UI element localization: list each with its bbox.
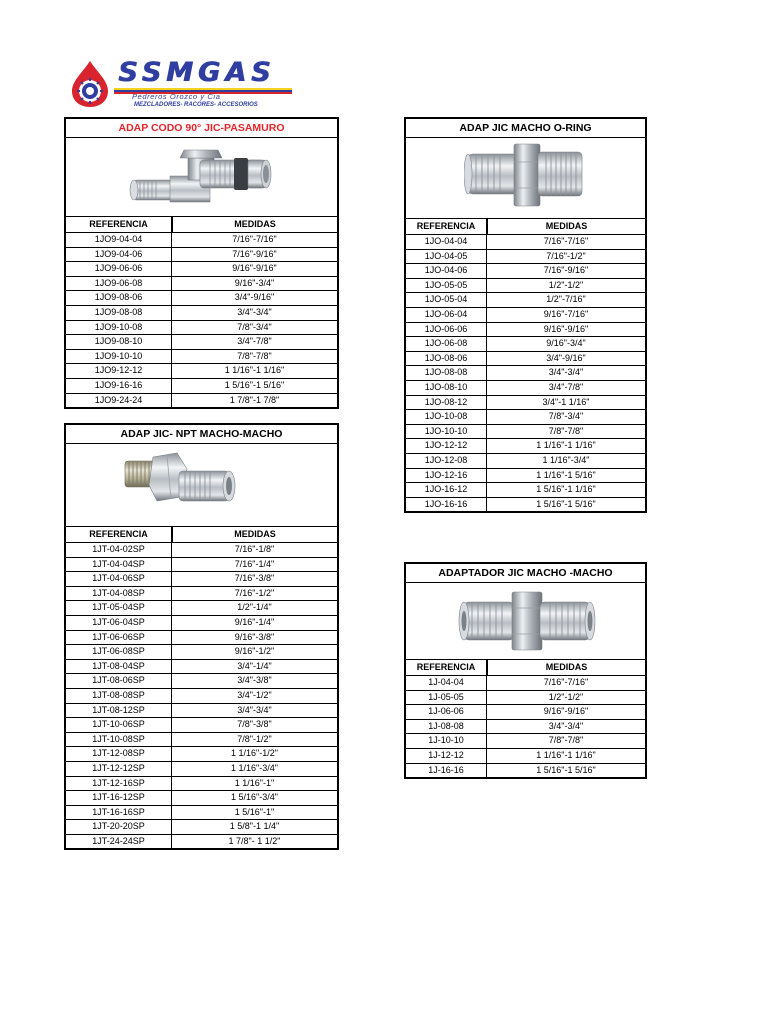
referencia-cell: 1J-16-16 <box>428 764 464 775</box>
referencia-cell: 1JO-05-05 <box>424 279 468 290</box>
medidas-cell: 1/2"-1/2" <box>486 279 645 293</box>
medidas-cell: 3/4"-3/4" <box>486 366 645 380</box>
referencia-cell: 1JT-04-04SP <box>92 558 145 569</box>
medidas-cell: 3/4"-1/4" <box>171 660 337 674</box>
medidas-cell: 1 5/16"-1 5/16" <box>171 379 337 393</box>
table-row <box>406 764 645 780</box>
referencia-cell: 1JT-20-20SP <box>92 821 145 832</box>
table-row <box>66 645 337 660</box>
table-row <box>406 293 645 308</box>
medidas-cell: 1 1/16"-3/4" <box>486 454 645 468</box>
medidas-cell: 3/4"-3/4" <box>171 306 337 320</box>
referencia-cell: 1JO-04-06 <box>424 265 468 276</box>
referencia-cell: 1JT-06-04SP <box>92 616 145 627</box>
referencia-cell: 1JT-16-16SP <box>92 806 145 817</box>
table-row <box>66 379 337 394</box>
referencia-cell: 1JT-04-06SP <box>92 573 145 584</box>
table-row <box>66 791 337 806</box>
referencia-cell: 1JT-12-16SP <box>92 777 145 788</box>
table-row <box>406 439 645 454</box>
medidas-cell: 1/2"-1/4" <box>171 601 337 615</box>
referencia-cell: 1JO9-06-08 <box>94 277 143 288</box>
medidas-cell: 7/16"-1/2" <box>486 250 645 264</box>
table-macho-image <box>406 583 645 660</box>
referencia-cell: 1JO9-16-16 <box>94 379 143 390</box>
medidas-cell: 3/4"-9/16" <box>486 352 645 366</box>
table-codo-image <box>66 138 337 217</box>
table-row <box>66 262 337 277</box>
referencia-cell: 1JT-10-08SP <box>92 733 145 744</box>
col-medidas: MEDIDAS <box>486 660 645 675</box>
referencia-cell: 1JT-24-24SP <box>92 835 145 846</box>
table-row <box>406 264 645 279</box>
medidas-cell: 1 1/16"-3/4" <box>171 762 337 776</box>
referencia-cell: 1JT-08-04SP <box>92 660 145 671</box>
medidas-cell: 7/16"-1/4" <box>171 558 337 572</box>
table-row <box>66 704 337 719</box>
medidas-cell: 7/8"-7/8" <box>486 734 645 748</box>
table-oring <box>404 117 647 513</box>
medidas-cell: 7/8"-7/8" <box>486 425 645 439</box>
table-row <box>66 806 337 821</box>
medidas-cell: 1/2"-1/2" <box>486 691 645 705</box>
table-row <box>66 762 337 777</box>
referencia-cell: 1JO-06-06 <box>424 323 468 334</box>
table-row <box>406 352 645 367</box>
table-row <box>66 394 337 410</box>
table-row <box>66 733 337 748</box>
table-row <box>406 366 645 381</box>
table-npt-image <box>66 444 337 527</box>
table-row <box>66 543 337 558</box>
table-row <box>406 235 645 250</box>
referencia-cell: 1JO-10-10 <box>424 425 468 436</box>
col-referencia: REFERENCIA <box>416 662 476 672</box>
union-fitting-icon <box>458 586 598 656</box>
table-row <box>66 616 337 631</box>
table-row <box>66 631 337 646</box>
table-row <box>406 469 645 484</box>
medidas-cell: 1 5/16"-1 5/16" <box>486 498 645 512</box>
table-row <box>66 321 337 336</box>
referencia-cell: 1J-08-08 <box>428 720 464 731</box>
table-npt <box>64 423 339 850</box>
medidas-cell: 1/2"-7/16" <box>486 293 645 307</box>
table-row <box>66 248 337 263</box>
table-row <box>66 291 337 306</box>
referencia-cell: 1JO9-08-08 <box>94 306 143 317</box>
referencia-cell: 1JO9-06-06 <box>94 263 143 274</box>
referencia-cell: 1J-05-05 <box>428 691 464 702</box>
referencia-cell: 1JO-16-12 <box>424 484 468 495</box>
referencia-cell: 1JO-12-12 <box>424 440 468 451</box>
medidas-cell: 9/16"-3/4" <box>171 277 337 291</box>
brand-subtitle: Pedreros Orozco y Cia <box>132 92 221 101</box>
table-codo-header <box>66 217 337 233</box>
referencia-cell: 1J-10-10 <box>428 735 464 746</box>
referencia-cell: 1JO9-10-10 <box>94 350 143 361</box>
table-row <box>406 425 645 440</box>
medidas-cell: 7/16"-7/16" <box>486 235 645 249</box>
medidas-cell: 7/16"-7/16" <box>486 676 645 690</box>
table-row <box>66 306 337 321</box>
referencia-cell: 1JO-12-08 <box>424 454 468 465</box>
table-oring-title: ADAP JIC MACHO O-RING <box>406 119 645 138</box>
referencia-cell: 1JT-08-06SP <box>92 675 145 686</box>
brand-name: SSMGAS <box>118 57 276 88</box>
table-row <box>66 777 337 792</box>
referencia-cell: 1J-04-04 <box>428 677 464 687</box>
table-row <box>66 364 337 379</box>
col-referencia: REFERENCIA <box>416 221 476 231</box>
table-row <box>406 323 645 338</box>
table-macho <box>404 562 647 779</box>
medidas-cell: 3/4"-9/16" <box>171 291 337 305</box>
referencia-cell: 1JO9-12-12 <box>94 365 143 376</box>
referencia-cell: 1JT-10-06SP <box>92 719 145 730</box>
table-row <box>406 676 645 691</box>
referencia-cell: 1JO-08-08 <box>424 367 468 378</box>
referencia-cell: 1JO9-24-24 <box>94 394 143 405</box>
table-row <box>66 335 337 350</box>
referencia-cell: 1JO-04-05 <box>424 250 468 261</box>
medidas-cell: 3/4"-3/8" <box>171 674 337 688</box>
referencia-cell: 1JT-08-12SP <box>92 704 145 715</box>
medidas-cell: 7/16"-9/16" <box>171 248 337 262</box>
medidas-cell: 7/16"-1/2" <box>171 587 337 601</box>
table-npt-title: ADAP JIC- NPT MACHO-MACHO <box>66 425 337 444</box>
referencia-cell: 1J-12-12 <box>428 749 464 760</box>
table-codo-title: ADAP CODO 90° JIC-PASAMURO <box>66 119 337 138</box>
table-row <box>406 337 645 352</box>
table-row <box>66 835 337 851</box>
table-macho-title: ADAPTADOR JIC MACHO -MACHO <box>406 564 645 583</box>
table-row <box>406 396 645 411</box>
medidas-cell: 1 5/16"-1 5/16" <box>486 764 645 778</box>
medidas-cell: 1 1/16"-1 1/16" <box>171 364 337 378</box>
referencia-cell: 1JO-04-04 <box>424 236 468 246</box>
referencia-cell: 1JO9-08-10 <box>94 336 143 347</box>
table-row <box>406 250 645 265</box>
table-row <box>406 279 645 294</box>
medidas-cell: 7/16"-7/16" <box>171 233 337 247</box>
medidas-cell: 3/4"-3/4" <box>171 704 337 718</box>
oring-fitting-icon <box>464 140 594 216</box>
medidas-cell: 1 1/16"-1/2" <box>171 747 337 761</box>
table-row <box>406 483 645 498</box>
col-medidas: MEDIDAS <box>486 219 645 234</box>
medidas-cell: 7/8"-1/2" <box>171 733 337 747</box>
referencia-cell: 1JO9-04-04 <box>94 234 143 244</box>
medidas-cell: 3/4"-1/2" <box>171 689 337 703</box>
table-row <box>66 601 337 616</box>
col-referencia: REFERENCIA <box>89 219 148 229</box>
table-npt-header <box>66 527 337 543</box>
referencia-cell: 1JT-05-04SP <box>92 602 145 613</box>
medidas-cell: 7/8"-7/8" <box>171 350 337 364</box>
table-row <box>66 233 337 248</box>
table-row <box>406 691 645 706</box>
referencia-cell: 1JT-06-08SP <box>92 646 145 657</box>
medidas-cell: 3/4"-3/4" <box>486 720 645 734</box>
table-row <box>66 820 337 835</box>
col-referencia: REFERENCIA <box>89 529 148 539</box>
table-row <box>66 350 337 365</box>
medidas-cell: 1 7/8"- 1 1/2" <box>171 835 337 849</box>
table-row <box>66 718 337 733</box>
table-row <box>66 689 337 704</box>
medidas-cell: 1 5/16"-1 1/16" <box>486 483 645 497</box>
table-codo <box>64 117 339 409</box>
referencia-cell: 1JO9-10-08 <box>94 321 143 332</box>
referencia-cell: 1JT-04-08SP <box>92 587 145 598</box>
medidas-cell: 9/16"-9/16" <box>486 323 645 337</box>
flame-logo-icon <box>68 59 112 109</box>
table-row <box>66 587 337 602</box>
col-medidas: MEDIDAS <box>171 217 337 232</box>
table-row <box>406 308 645 323</box>
medidas-cell: 9/16"-1/4" <box>171 616 337 630</box>
brand-logo <box>68 55 292 111</box>
table-row <box>66 747 337 762</box>
brand-tagline: MEZCLADORES- RACORES- ACCESORIOS <box>134 102 258 108</box>
medidas-cell: 9/16"-3/8" <box>171 631 337 645</box>
referencia-cell: 1JO-08-06 <box>424 352 468 363</box>
medidas-cell: 1 5/8"-1 1/4" <box>171 820 337 834</box>
referencia-cell: 1JT-16-12SP <box>92 792 145 803</box>
table-row <box>66 572 337 587</box>
table-macho-header <box>406 660 645 676</box>
referencia-cell: 1JO9-08-06 <box>94 292 143 303</box>
referencia-cell: 1JO-05-04 <box>424 294 468 305</box>
medidas-cell: 7/8"-3/4" <box>486 410 645 424</box>
elbow-fitting-icon <box>126 140 276 214</box>
referencia-cell: 1JO-06-08 <box>424 338 468 349</box>
table-row <box>66 674 337 689</box>
medidas-cell: 3/4"-7/8" <box>486 381 645 395</box>
medidas-cell: 1 5/16"-1" <box>171 806 337 820</box>
medidas-cell: 1 1/16"-1 5/16" <box>486 469 645 483</box>
medidas-cell: 9/16"-7/16" <box>486 308 645 322</box>
referencia-cell: 1JO-16-16 <box>424 498 468 509</box>
table-row <box>406 749 645 764</box>
medidas-cell: 1 1/16"-1" <box>171 777 337 791</box>
table-row <box>406 498 645 514</box>
table-row <box>406 454 645 469</box>
table-row <box>406 410 645 425</box>
medidas-cell: 9/16"-3/4" <box>486 337 645 351</box>
medidas-cell: 1 1/16"-1 1/16" <box>486 439 645 453</box>
referencia-cell: 1JT-04-02SP <box>92 544 145 554</box>
referencia-cell: 1JO9-04-06 <box>94 248 143 259</box>
table-row <box>406 734 645 749</box>
npt-fitting-icon <box>121 447 241 523</box>
medidas-cell: 1 1/16"-1 1/16" <box>486 749 645 763</box>
table-row <box>66 277 337 292</box>
table-row <box>406 720 645 735</box>
referencia-cell: 1JT-08-08SP <box>92 689 145 700</box>
referencia-cell: 1JO-06-04 <box>424 308 468 319</box>
medidas-cell: 3/4"-7/8" <box>171 335 337 349</box>
medidas-cell: 7/8"-3/4" <box>171 321 337 335</box>
table-row <box>406 381 645 396</box>
medidas-cell: 3/4"-1 1/16" <box>486 396 645 410</box>
medidas-cell: 7/16"-3/8" <box>171 572 337 586</box>
referencia-cell: 1J-06-06 <box>428 706 464 717</box>
col-medidas: MEDIDAS <box>171 527 337 542</box>
medidas-cell: 1 5/16"-3/4" <box>171 791 337 805</box>
table-oring-image <box>406 138 645 219</box>
referencia-cell: 1JO-12-16 <box>424 469 468 480</box>
referencia-cell: 1JO-08-10 <box>424 381 468 392</box>
referencia-cell: 1JT-06-06SP <box>92 631 145 642</box>
medidas-cell: 9/16"-1/2" <box>171 645 337 659</box>
referencia-cell: 1JO-08-12 <box>424 396 468 407</box>
referencia-cell: 1JO-10-08 <box>424 411 468 422</box>
medidas-cell: 7/8"-3/8" <box>171 718 337 732</box>
table-row <box>66 558 337 573</box>
table-oring-header <box>406 219 645 235</box>
medidas-cell: 9/16"-9/16" <box>486 705 645 719</box>
medidas-cell: 7/16"-9/16" <box>486 264 645 278</box>
medidas-cell: 9/16"-9/16" <box>171 262 337 276</box>
referencia-cell: 1JT-12-08SP <box>92 748 145 759</box>
table-row <box>406 705 645 720</box>
referencia-cell: 1JT-12-12SP <box>92 762 145 773</box>
medidas-cell: 1 7/8"-1 7/8" <box>171 394 337 408</box>
medidas-cell: 7/16"-1/8" <box>171 543 337 557</box>
table-row <box>66 660 337 675</box>
